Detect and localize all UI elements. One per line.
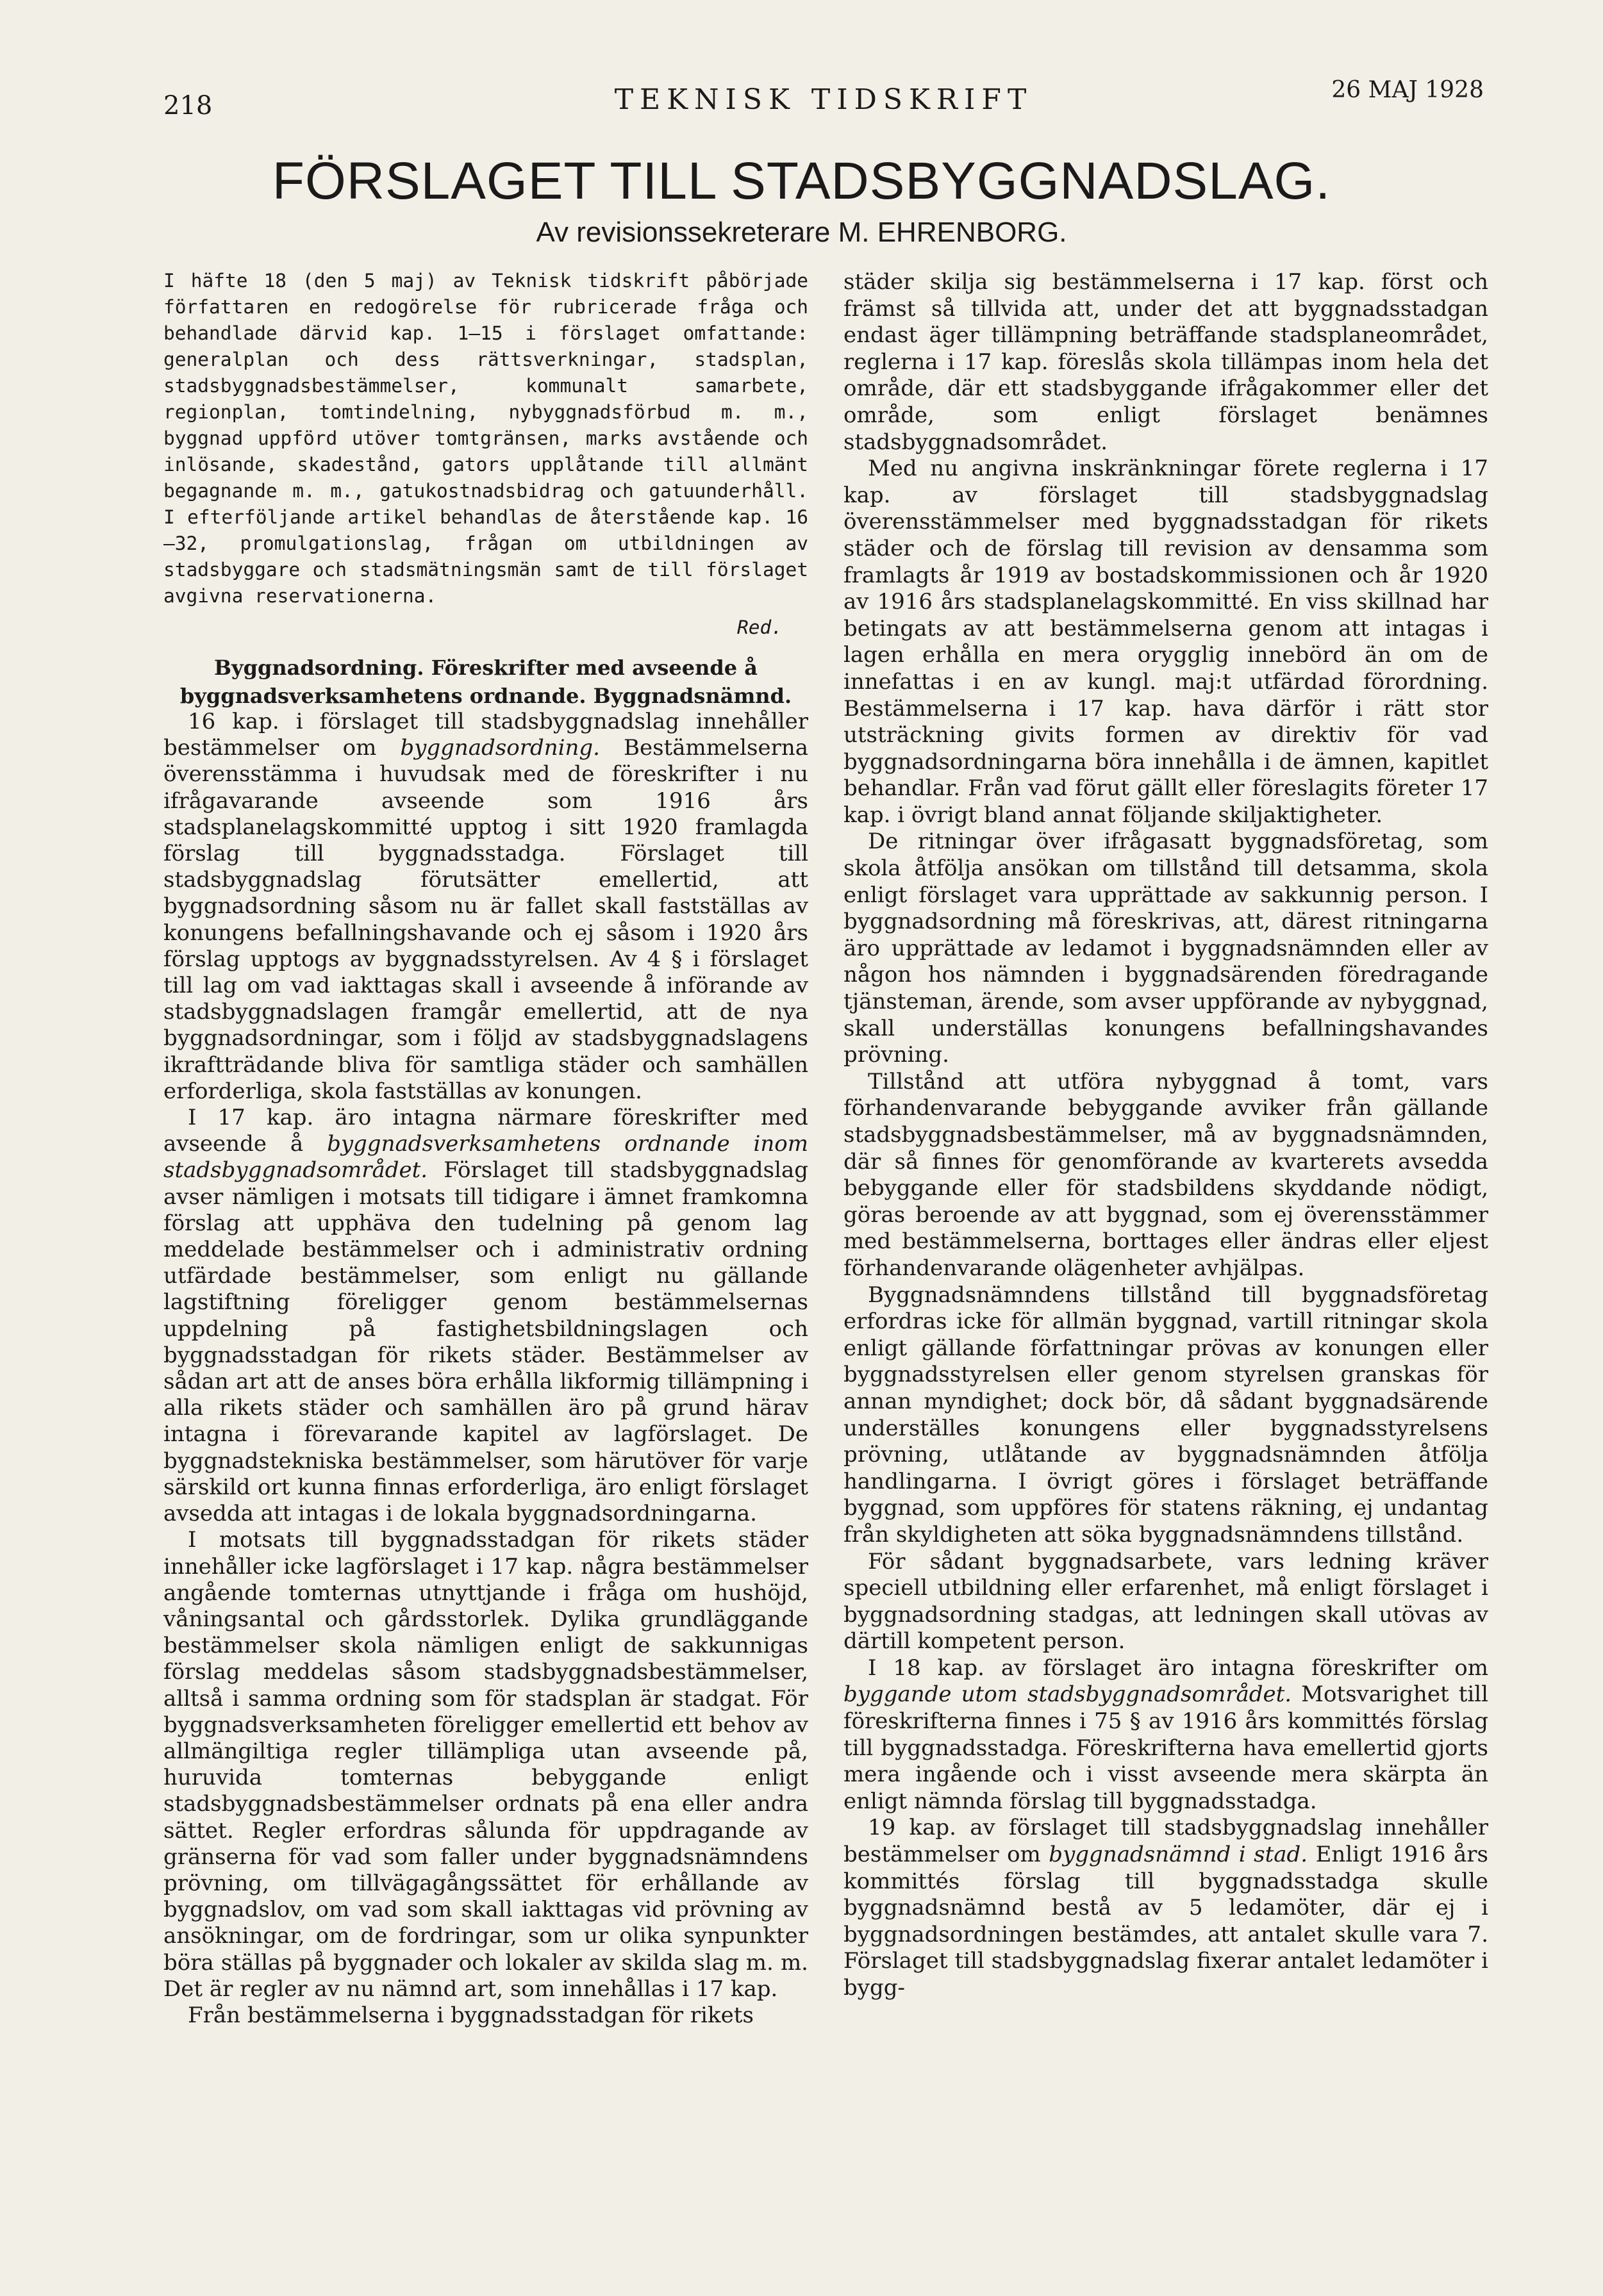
paragraph: Tillstånd att utföra nybyggnad å tomt, vars förhandenvarande bebyggande avviker från gällande stadsbyggnadsbestämmelser, må av byggnadsnämnden, där så finnes för genomförande av kvarterets avsedda bebyggande eller för stadsbildens skyddande nödigt, göras beroende av att byggnad, som ej överensstämmer med bestämmelserna, borttages eller ändras eller eljest förhandenvarande olägenheter avhjälpas. bbox=[843, 1068, 1488, 1281]
paragraph: Med nu angivna inskränkningar förete reglerna i 17 kap. av förslaget till stadsbyggnadslag överensstämmelser med byggnadsstadgan för rikets städer och de förslag till revision av densamma som framlagts år 1919 av bostadskommissionen och år 1920 av 1916 års stadsplanelagskommitté. En viss skillnad har betingats av att bestämmelserna genom att intagas i lagen erhålla en mera orygglig innebörd än om de innefattas i en av kungl. maj:t utfärdad förordning. Bestämmelserna i 17 kap. hava därför i rätt stor utsträckning givits formen av direktiv för vad byggnadsordningarna böra innehålla i de ämnen, kapitlet behandlar. Från vad förut gällt eller föreslagits företer 17 kap. i övrigt bland annat följande skiljaktigheter. bbox=[843, 456, 1488, 828]
text-run: Bestämmelserna överensstämma i huvudsak med de föreskrifter i nu ifrågavarande avseende som 1916 års stadsplanelagskommitté upptog i sitt 1920 framlagda förslag till byggnadsstadga. Förslaget till stadsbyggnadslag förutsätter emellertid, att byggnadsordning såsom nu är fallet skall fastställas av konungens befallningshavande och ej såsom i 1920 års förslag upptogs av byggnadsstyrelsen. Av 4 § i förslaget till lag om vad iakttagas skall i avseende å införande av stadsbyggnadslagen framgår emellertid, att de nya byggnadsordningar, som i följd av stadsbyggnadslagens ikraftträdande bliva för samtliga städer och samhällen erforderliga, skola fastställas av konungen. bbox=[163, 735, 809, 1104]
paragraph: I motsats till byggnadsstadgan för rikets städer innehåller icke lagförslaget i 17 kap. några bestämmelser angående tomternas utnyttjande i fråga om hushöjd, våningsantal och gårdsstorlek. Dylika grundläggande bestämmelser skola nämligen enligt de sakkunnigas förslag meddelas såsom stadsbyggnadsbestämmelser, alltså i samma ordning som för stadsplan är stadgat. För byggnadsverksamheten föreligger emellertid ett behov av allmängiltiga regler tillämpliga utan avseende på, huruvida tomternas bebyggande enligt stadsbyggnadsbestämmelser ordnats på ena eller andra sättet. Regler erfordras sålunda för uppdragande av gränserna för vad som faller under byggnadsnämndens prövning, om tillvägagångssättet för erhållande av byggnadslov, om vad som skall iakttagas vid prövning av ansökningar, om de fordringar, som ur olika synpunkter böra ställas på byggnader och lokaler av skilda slag m. m. Det är regler av nu nämnd art, som innehållas i 17 kap. bbox=[163, 1527, 808, 2002]
paragraph bbox=[843, 1815, 1488, 2001]
paragraph: Från bestämmelserna i byggnadsstadgan för rikets bbox=[188, 2002, 754, 2028]
abstract-signature: Red. bbox=[736, 616, 783, 638]
page-number: 218 bbox=[163, 91, 213, 120]
journal-name: TEKNISK TIDSKRIFT bbox=[614, 83, 1033, 116]
paragraph: Byggnadsnämndens tillstånd till byggnadsföretag erfordras icke för allmän byggnad, vartill ritningar skola enligt gällande författningar prövas av konungen eller byggnadsstyrelsen eller genom styrelsen granskas för annan myndighet; dock bör, då sådant byggnadsärende underställes konungens eller byggnadsstyrelsens prövning, utlåtande av byggnadsnämnden åtfölja handlingarna. I övrigt göres i förslaget beträffande byggnad, som uppföres för statens räkning, ej undantag från skyldigheten att söka byggnadsnämndens tillstånd. bbox=[843, 1282, 1488, 1548]
text-run: Enligt 1916 års kommittés förslag till byggnadsstadga skulle byggnadsnämnd bestå av 5 ledamöter, där ej i byggnadsordningen bestämdes, att antalet skulle vara 7. Förslaget till stadsbyggnadslag fixerar antalet ledamöter i bygg- bbox=[843, 1842, 1488, 2001]
text-run: I 17 kap. äro intagna närmare föreskrifter med avseende å bbox=[163, 1105, 808, 1157]
issue-date: 26 MAJ 1928 bbox=[1331, 77, 1484, 103]
paragraph: städer skilja sig bestämmelserna i 17 kap. först och främst så tillvida att, under det att byggnadsstadgan endast äger tillämpning beträffande stadsplaneområdet, reglerna i 17 kap. föreslås skola tillämpas inom hela det område, där ett stadsbyggande ifrågakommer eller det område, som enligt förslaget benämnes stadsbyggnadsområdet. bbox=[843, 269, 1488, 455]
text-run: I 18 kap. av förslaget äro intagna föreskrifter om bbox=[868, 1655, 1488, 1681]
emphasis: byggnadsverksamhetens ordnande inom stadsbyggnadsområdet. bbox=[163, 1131, 808, 1184]
emphasis: byggnadsordning. bbox=[400, 735, 600, 761]
text-run: 19 kap. av förslaget till stadsbyggnadslag innehåller bestämmelser om bbox=[843, 1815, 1488, 1868]
editorial-abstract bbox=[163, 268, 808, 641]
text-run: Förslaget till stadsbyggnadslag avser nämligen i motsats till tidigare i ämnet framkomna förslag att upphäva den tudelning på genom lag meddelade bestämmelser och i administrativ ordning utfärdade bestämmelser, som enligt nu gällande lagstiftning föreligger genom bestämmelsernas uppdelning på fastighetsbildningslagen och byggnadsstadgan för rikets städer. Bestämmelser av sådan art att de anses böra erhålla likformig tillämpning i alla rikets städer och samhällen äro på grund härav intagna i förevarande kapitel av lagförslaget. De byggnadstekniska bestämmelser, som härutöver för varje särskild ort kunna finnas erforderliga, äro enligt förslaget avsedda att intagas i de lokala byggnadsordningarna. bbox=[163, 1157, 808, 1527]
right-column bbox=[843, 269, 1488, 2002]
paragraph: De ritningar över ifrågasatt byggnadsföretag, som skola åtfölja ansökan om tillstånd till detsamma, skola enligt förslaget vara upprättade av sakkunnig person. I byggnadsordning må föreskrivas, att, därest ritningarna äro upprättade av ledamot i byggnadsnämnden eller av någon hos nämnden i byggnadsärenden föredragande tjänsteman, ärende, som avser uppförande av nybyggnad, skall underställas konungens befallningshavandes prövning. bbox=[843, 829, 1488, 1068]
article-title: FÖRSLAGET TILL STADSBYGGNADSLAG. bbox=[272, 152, 1331, 210]
abstract-text: I häfte 18 (den 5 maj) av Teknisk tidskrift påbörjade författaren en redogörelse för rubricerade fråga och behandlade därvid kap. 1—15 i förslaget omfattande: generalplan och dess rättsverkningar, stadsplan, stadsbyggnadsbestämmelser, kommunalt samarbete, regionplan, tomtindelning, nybyggnadsförbud m. m., byggnad uppförd utöver tomtgränsen, marks avstående och inlösande, skadestånd, gators upplåtande till allmänt begagnande m. m., gatukostnadsbidrag och gatuunderhåll. I efterföljande artikel behandlas de återstående kap. 16—32, promulgationslag, frågan om utbildningen av stadsbyggare och stadsmätningsmän samt de till förslaget avgivna reservationerna. bbox=[163, 270, 808, 607]
paragraph: För sådant byggnadsarbete, vars ledning kräver speciell utbildning eller erfarenhet, må enligt förslaget i byggnadsordning stadgas, att ledningen skall utövas av därtill kompetent person. bbox=[843, 1548, 1488, 1655]
section-heading: Byggnadsordning. Föreskrifter med avseende å byggnadsverksamhetens ordnande. Byggnadsnämnd. bbox=[179, 656, 792, 708]
paragraph bbox=[163, 709, 808, 1105]
left-column bbox=[163, 709, 808, 2029]
running-head bbox=[163, 77, 1484, 122]
text-run: Motsvarighet till föreskrifterna finnes i 75 § av 1916 års kommittés förslag till byggnadsstadga. Föreskrifterna hava emellertid gjorts mera ingående och i visst avseende mera skärpta än enligt nämnda förslag till byggnadsstadga. bbox=[843, 1681, 1488, 1814]
text-run: 16 kap. i förslaget till stadsbyggnadslag innehåller bestämmelser om bbox=[163, 709, 808, 761]
article-author: Av revisionssekreterare M. EHRENBORG. bbox=[536, 217, 1067, 248]
paragraph bbox=[843, 1655, 1488, 1815]
emphasis: byggnadsnämnd i stad. bbox=[1049, 1842, 1308, 1868]
paragraph bbox=[163, 1105, 808, 1527]
emphasis: byggande utom stadsbyggnadsområdet. bbox=[843, 1681, 1292, 1708]
